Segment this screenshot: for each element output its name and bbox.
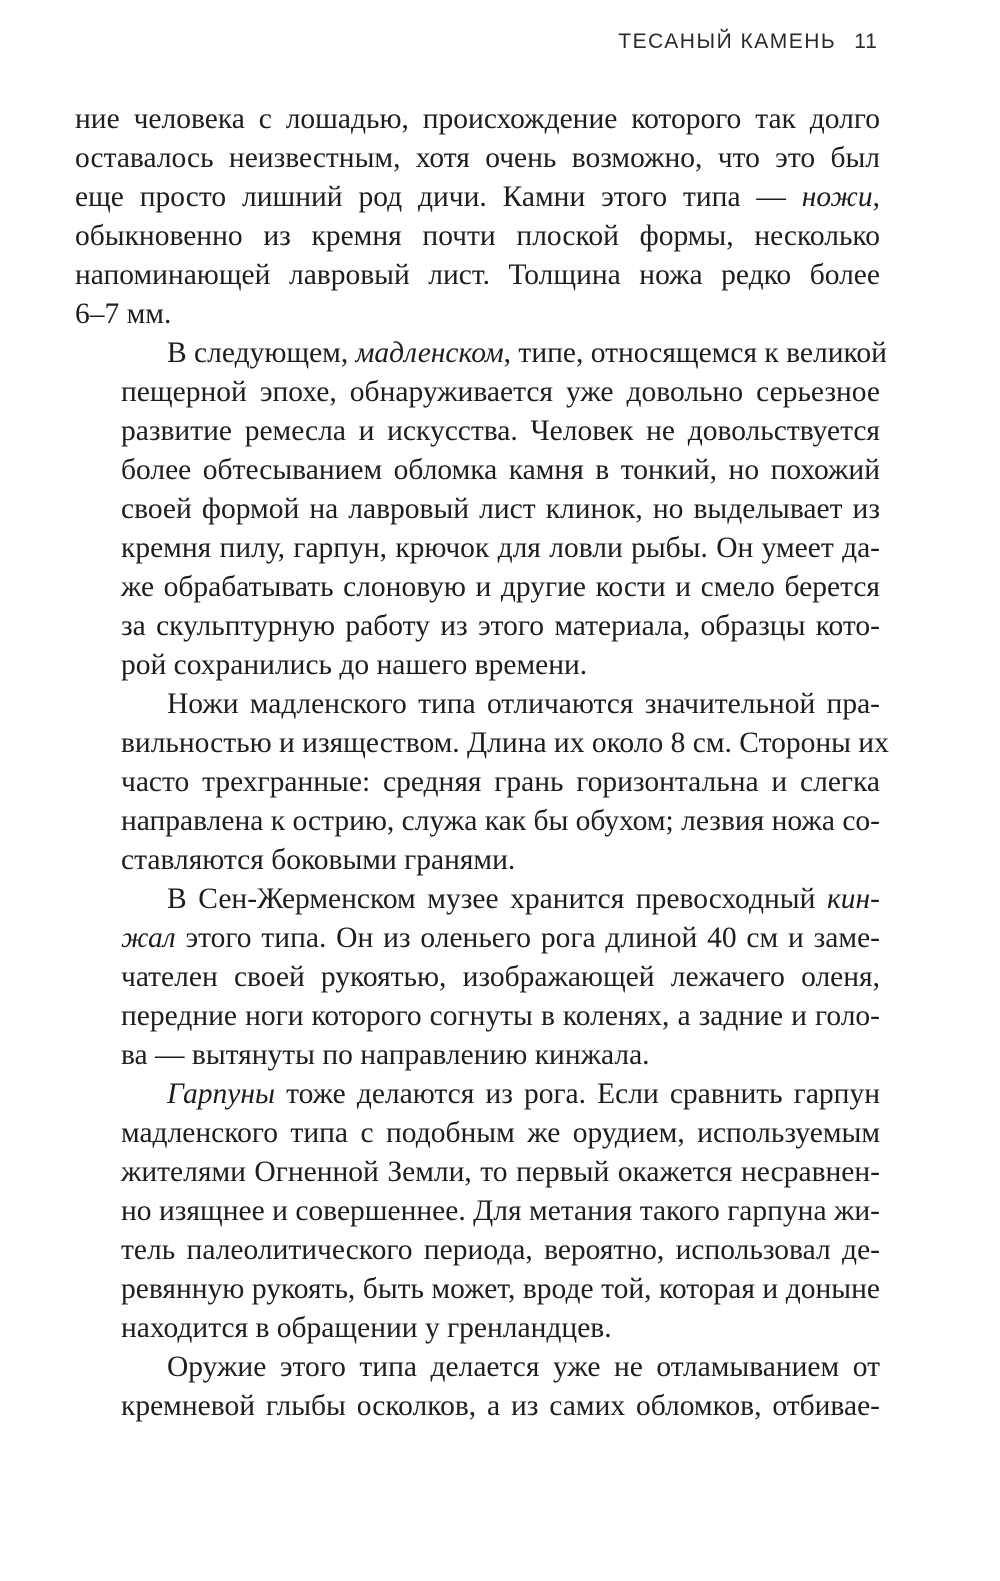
text-line: [75, 919, 880, 958]
italic-term: Гарпуны: [167, 1078, 276, 1110]
paragraph: [75, 880, 880, 1075]
text-line: [75, 958, 880, 997]
text-line: [75, 1192, 880, 1231]
page-number: 11: [854, 30, 878, 53]
text-line: [75, 139, 880, 178]
text-run: своей формой на лавровый лист клинок, но выделывает из: [121, 493, 880, 525]
text-run: же обрабатывать слоновую и другие кости и смело берется: [121, 571, 880, 603]
text-line: [75, 1387, 880, 1426]
text-run: , типе, относящемся к великой: [503, 337, 887, 369]
text-run: 6–7 мм.: [75, 298, 172, 330]
text-run: тель палеолитического периода, вероятно, использовал де-: [121, 1234, 880, 1266]
text-run: жителями Огненной Земли, то первый окажется несравнен-: [121, 1156, 880, 1188]
text-run: оставалось неизвестным, хотя очень возможно, что это был: [75, 142, 880, 174]
body-text: [75, 100, 889, 1426]
text-run: кремневой глыбы осколков, а из самих обломков, отбивае-: [121, 1390, 880, 1422]
text-run: часто трехгранные: средняя грань горизонтальна и слегка: [121, 766, 880, 798]
running-title: ТЕСАНЫЙ КАМЕНЬ: [618, 30, 837, 53]
text-run: развитие ремесла и искусства. Человек не довольствуется: [121, 415, 880, 447]
text-run: вильностью и изяществом. Длина их около 8 см. Стороны их: [121, 727, 889, 759]
text-run: напоминающей лавровый лист. Толщина ножа редко более: [75, 259, 880, 291]
text-run: чателен своей рукоятью, изображающей лежачего оленя,: [121, 961, 880, 993]
text-line: [75, 607, 880, 646]
text-line: [75, 646, 880, 685]
text-run: пещерной эпохе, обнаруживается уже довольно серьезное: [121, 376, 880, 408]
paragraph: [75, 1348, 880, 1426]
paragraph: [75, 685, 889, 880]
text-run: находится в обращении у гренландцев.: [121, 1312, 612, 1344]
running-header: [618, 30, 878, 54]
italic-term: жал: [121, 922, 176, 954]
text-run: направлена к острию, служа как бы обухом; лезвия ножа со-: [121, 805, 880, 837]
text-line: [75, 1348, 880, 1387]
text-run: кремня пилу, гарпун, крючок для ловли рыбы. Он умеет да-: [121, 532, 880, 564]
text-line: [75, 1114, 880, 1153]
text-line: [75, 685, 880, 724]
text-run: мадленского типа с подобным же орудием, используемым: [121, 1117, 880, 1149]
text-run: передние ноги которого согнуты в коленях, а задние и голо-: [121, 1000, 880, 1032]
text-line: [75, 997, 880, 1036]
text-line: [75, 1309, 880, 1348]
text-run: ва — вытянуты по направлению кинжала.: [121, 1039, 650, 1071]
text-run: Оружие этого типа делается уже не отламыванием от: [167, 1351, 880, 1383]
italic-term: мадленском: [355, 337, 504, 369]
text-line: [75, 880, 880, 919]
text-run: ревянную рукоять, быть может, вроде той, которая и доныне: [121, 1273, 880, 1305]
text-line: [75, 529, 880, 568]
text-run: рой сохранились до нашего времени.: [121, 649, 588, 681]
text-line: [75, 1270, 880, 1309]
paragraph: [75, 334, 887, 685]
text-run: ,: [872, 181, 880, 213]
text-line: [75, 802, 880, 841]
text-run: еще просто лишний род дичи. Камни этого типа —: [75, 181, 802, 213]
text-line: [75, 217, 880, 256]
text-line: [75, 724, 889, 763]
text-run: ставляются боковыми гранями.: [121, 844, 516, 876]
text-line: [75, 373, 880, 412]
italic-term: кин-: [826, 883, 880, 915]
text-line: [75, 841, 880, 880]
text-run: В Сен-Жерменском музее хранится превосходный: [167, 883, 827, 915]
text-line: [75, 1153, 880, 1192]
text-run: ние человека с лошадью, происхождение которого так долго: [75, 103, 880, 135]
text-line: [75, 412, 880, 451]
text-line: [75, 1075, 880, 1114]
text-line: [75, 1231, 880, 1270]
text-line: [75, 256, 880, 295]
text-run: этого типа. Он из оленьего рога длиной 40 см и заме-: [175, 922, 880, 954]
text-run: за скульптурную работу из этого материала, образцы кото-: [121, 610, 880, 642]
paragraph: [75, 1075, 880, 1348]
text-run: более обтесыванием обломка камня в тонкий, но похожий: [121, 454, 880, 486]
italic-term: ножи: [801, 181, 873, 213]
text-line: [75, 334, 887, 373]
text-line: [75, 568, 880, 607]
text-line: [75, 178, 880, 217]
text-line: [75, 763, 880, 802]
text-line: [75, 1036, 880, 1075]
text-run: Ножи мадленского типа отличаются значительной пра-: [167, 688, 880, 720]
text-run: В следующем,: [167, 337, 356, 369]
text-line: [75, 295, 880, 334]
text-run: тоже делаются из рога. Если сравнить гарпун: [275, 1078, 880, 1110]
text-run: но изящнее и совершеннее. Для метания такого гарпуна жи-: [121, 1195, 880, 1227]
text-line: [75, 451, 880, 490]
text-line: [75, 490, 880, 529]
text-run: обыкновенно из кремня почти плоской формы, несколько: [75, 220, 880, 252]
text-line: [75, 100, 880, 139]
paragraph: [75, 100, 880, 334]
